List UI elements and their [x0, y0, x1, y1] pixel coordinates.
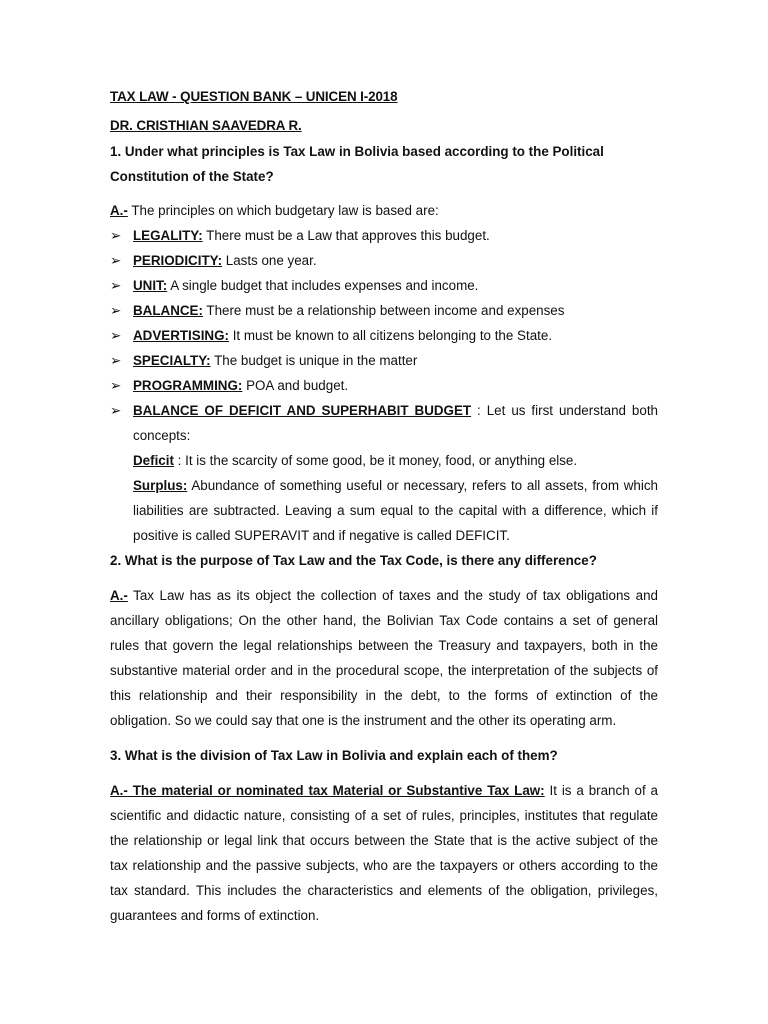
arrow-bullet-icon: ➢ [110, 403, 122, 418]
question-3: 3. What is the division of Tax Law in Bolivia and explain each of them? [110, 748, 558, 763]
answer-label: A.- [110, 203, 128, 218]
answer-2-text: Tax Law has as its object the collection of taxes and the study of tax obligations and ancillary obligations; On the other hand, the Bolivian Tax Code contains a set of general rules that govern the legal relationships between the Treasury and taxpayers, both in the substantive material order and in the procedural scope, the interpretation of the subjects of this relationship and their responsibility in the debt, to the forms of extinction of the obligation. So we could say that one is the instrument and the other its operating arm. [110, 588, 658, 728]
principle-text: There must be a Law that approves this budget. [202, 228, 490, 243]
surplus-term: Surplus: [133, 478, 188, 493]
principle-term: UNIT: [133, 278, 168, 293]
arrow-bullet-icon: ➢ [110, 353, 122, 368]
surplus-text: Abundance of something useful or necessary, refers to all assets, from which liabilities are subtracted. Leaving a sum equal to the capital with a difference, which if positive is called SUPERAVIT and if negative is called DEFICIT. [133, 478, 658, 543]
principle-term: ADVERTISING: [133, 328, 229, 343]
arrow-bullet-icon: ➢ [110, 278, 122, 293]
principle-text: : Let us first understand both concepts: [133, 403, 658, 443]
document-title: TAX LAW - QUESTION BANK – UNICEN I-2018 [110, 89, 398, 104]
principle-term: BALANCE: [133, 303, 203, 318]
deficit-term: Deficit [133, 453, 174, 468]
principle-text: The budget is unique in the matter [210, 353, 418, 368]
document-author: DR. CRISTHIAN SAAVEDRA R. [110, 118, 302, 133]
principle-term: PERIODICITY: [133, 253, 223, 268]
answer-1-intro [110, 198, 658, 223]
answer-1-intro-text: The principles on which budgetary law is based are: [127, 203, 439, 218]
arrow-bullet-icon: ➢ [110, 328, 122, 343]
answer-3-text: It is a branch of a scientific and didactic nature, consisting of a set of rules, principles, institutes that regulate the relationship or legal link that occurs between the State that is the active subject of the tax relationship and the passive subjects, who are the taxpayers or others according to the tax standard. This includes the characteristics and elements of the obligation, privileges, guarantees and forms of extinction. [110, 783, 658, 923]
principle-text: POA and budget. [242, 378, 349, 393]
answer-3-term: The material or nominated tax Material or Substantive Tax Law: [127, 783, 545, 798]
answer-3 [110, 778, 658, 928]
principle-text: Lasts one year. [222, 253, 317, 268]
principle-text: It must be known to all citizens belonging to the State. [228, 328, 553, 343]
principle-term: PROGRAMMING: [133, 378, 243, 393]
deficit-definition [133, 448, 658, 473]
deficit-text: : It is the scarcity of some good, be it money, food, or anything else. [173, 453, 578, 468]
question-1: 1. Under what principles is Tax Law in Bolivia based according to the Political Constitution of the State? [110, 144, 604, 184]
principle-text: There must be a relationship between income and expenses [202, 303, 565, 318]
answer-label: A.- [110, 588, 128, 603]
arrow-bullet-icon: ➢ [110, 253, 122, 268]
arrow-bullet-icon: ➢ [110, 228, 122, 243]
principle-term: BALANCE OF DEFICIT AND SUPERHABIT BUDGET [133, 403, 472, 418]
arrow-bullet-icon: ➢ [110, 303, 122, 318]
question-2: 2. What is the purpose of Tax Law and the Tax Code, is there any difference? [110, 553, 597, 568]
principle-term: LEGALITY: [133, 228, 203, 243]
answer-2 [110, 583, 658, 733]
principle-text: A single budget that includes expenses and income. [167, 278, 479, 293]
principle-term: SPECIALTY: [133, 353, 211, 368]
arrow-bullet-icon: ➢ [110, 378, 122, 393]
answer-label: A.- [110, 783, 128, 798]
surplus-definition [133, 473, 658, 548]
